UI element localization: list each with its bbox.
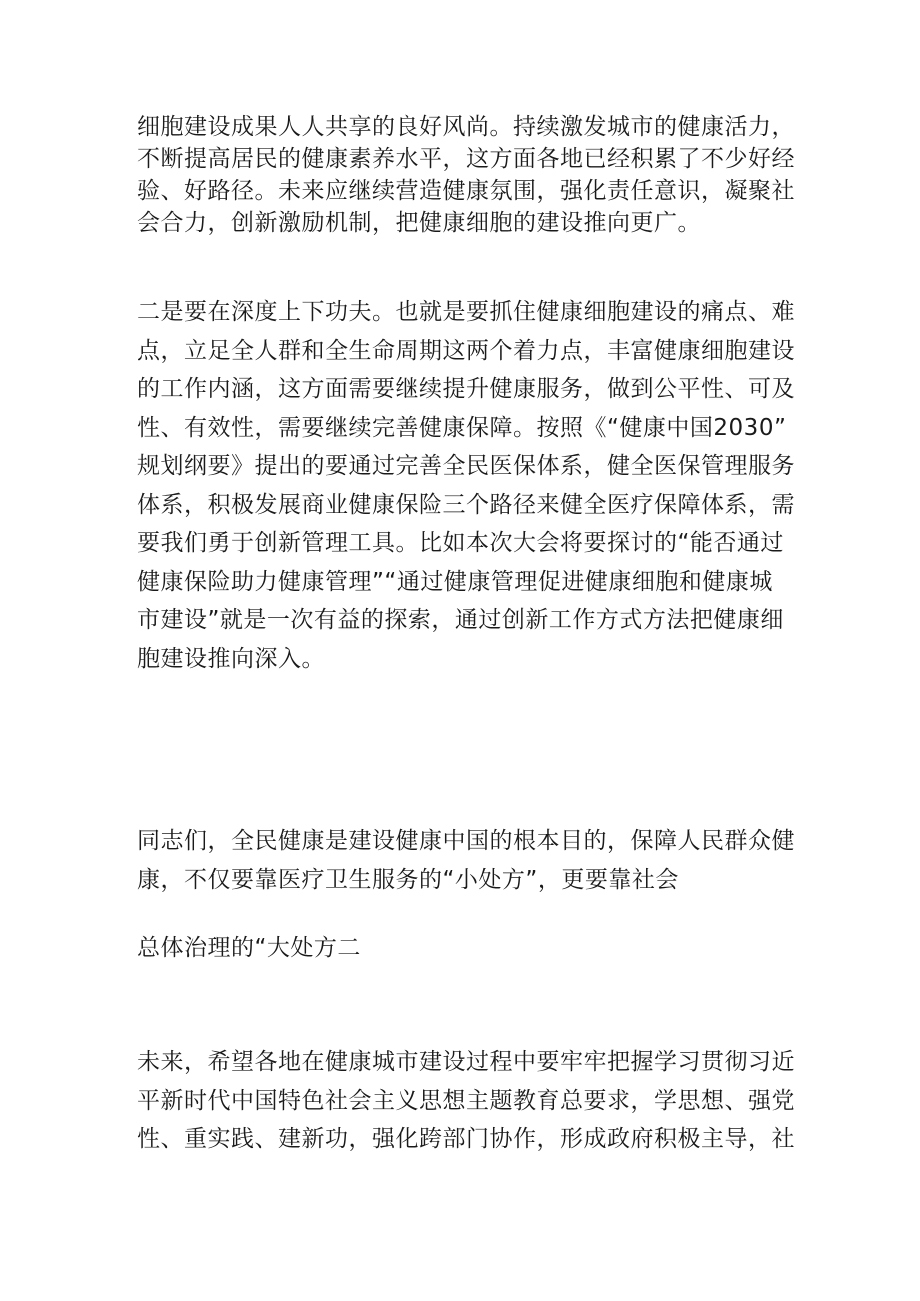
paragraph-5: 未来，希望各地在健康城市建设过程中要牢牢把握学习贯彻习近 平新时代中国特色社会主义思想主题教育总要求，学思想、强党 性、重实践、建新功，强化跨部门协作，形成政府积极主导，社 — [137, 1049, 795, 1152]
paragraph-1: 细胞建设成果人人共享的良好风尚。持续激发城市的健康活力， 不断提高居民的健康素养水平，这方面各地已经积累了不少好经 验、好路径。未来应继续营造健康氛围，强化责任意识，凝聚社 会合力，创新激励机制，把健康细胞的建设推向更广。 — [137, 114, 795, 236]
paragraph-4: 总体治理的“大处方二 — [137, 935, 361, 961]
paragraph-2: 二是要在深度上下功夫。也就是要抓住健康细胞建设的痛点、难 点，立足全人群和全生命周期这两个着力点，丰富健康细胞建设 的工作内涵，这方面需要继续提升健康服务，做到公平性、可及 性、有效性，需要继续完善健康保障。按照《“健康中国2030” 规划纲要》提出的要通过完善全民医保体系，健全医保管理服务 体系，积极发展商业健康保险三个路径来健全医疗保障体系，需 要我们勇于创新管理工具。比如本次大会将要探讨的“能否通过 健康保险助力健康管理”“通过健康管理促进健康细胞和健康城 市建设”就是一次有益的探索，通过创新工作方式方法把健康细 胞建设推向深入。 — [137, 299, 795, 672]
paragraph-3: 同志们，全民健康是建设健康中国的根本目的，保障人民群众健 康，不仅要靠医疗卫生服务的“小处方”，更要靠社会 — [137, 828, 795, 893]
